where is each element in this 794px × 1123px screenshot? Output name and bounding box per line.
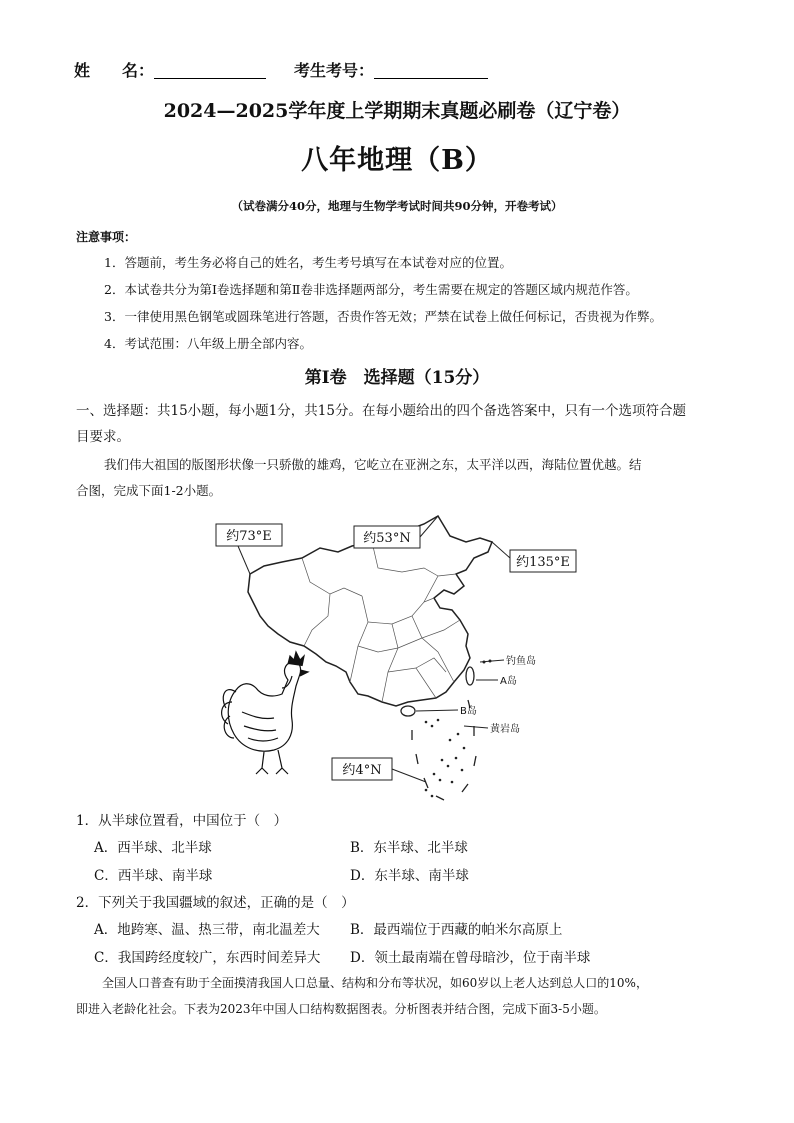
- intro-line: 一、选择题：共15小题，每小题1分，共15分。在每小题给出的四个备选答案中，只有一个选项符合题: [76, 403, 686, 419]
- option-a[interactable]: A．地跨寒、温、热三带，南北温差大: [94, 922, 320, 938]
- section-intro: [76, 398, 724, 450]
- passage-2: [76, 970, 724, 1022]
- option-c[interactable]: C．西半球、南半球: [94, 868, 213, 884]
- label-4n: 约4°N: [342, 763, 382, 778]
- exam-no-field[interactable]: [374, 60, 488, 79]
- name-field[interactable]: [154, 60, 266, 79]
- note-item: 4．考试范围：八年级上册全部内容。: [104, 336, 312, 351]
- south-sea-islands: [425, 719, 466, 798]
- section-title: 第Ⅰ卷 选择题（15分）: [304, 368, 490, 388]
- passage-line: 我们伟大祖国的版图形状像一只骄傲的雄鸡，它屹立在亚洲之东，太平洋以西，海陆位置优越。结: [104, 457, 642, 472]
- label-island-b: B岛: [460, 706, 477, 717]
- option-d[interactable]: D．东半球、南半球: [350, 868, 469, 884]
- label-island-a: A岛: [500, 676, 517, 687]
- option-c[interactable]: C．我国跨经度较广，东西时间差异大: [94, 950, 321, 966]
- passage-line: 即进入老龄化社会。下表为2023年中国人口结构数据图表。分析图表并结合图，完成下面3-5小题。: [76, 1002, 606, 1016]
- passage: [76, 452, 724, 504]
- label-135e: 约135°E: [516, 555, 570, 570]
- rooster-illustration: [222, 652, 308, 774]
- exam-no-label: 考生考号：: [294, 61, 375, 80]
- intro-line: 目要求。: [76, 429, 130, 445]
- china-map-figure: [212, 512, 592, 804]
- exam-title: 2024—2025学年度上学期期末真题必刷卷（辽宁卷）: [163, 100, 631, 122]
- island-a-shape: [466, 667, 474, 685]
- notes-title: 注意事项：: [76, 230, 137, 244]
- option-b[interactable]: B．最西端位于西藏的帕米尔高原上: [350, 922, 563, 938]
- passage-line: 合图，完成下面1-2小题。: [76, 483, 222, 498]
- label-73e: 约73°E: [226, 529, 272, 544]
- note-item: 3．一律使用黑色钢笔或圆珠笔进行答题，否贵作答无效；严禁在试卷上做任何标记，否贵视为作弊。: [104, 309, 662, 324]
- name-line: [74, 58, 488, 81]
- island-b-shape: [401, 706, 415, 716]
- exam-info: （试卷满分40分，地理与生物学考试时间共90分钟，开卷考试）: [231, 199, 563, 213]
- label-huangyan: 黄岩岛: [490, 724, 520, 735]
- label-53n: 约53°N: [363, 531, 411, 546]
- subject-title: 八年地理（B）: [301, 145, 493, 176]
- option-a[interactable]: A．西半球、北半球: [94, 840, 212, 856]
- name-label: 姓 名：: [74, 61, 155, 80]
- label-diaoyu: 钓鱼岛: [506, 656, 536, 667]
- question-stem: 1．从半球位置看，中国位于（ ）: [76, 813, 288, 829]
- option-d[interactable]: D．领土最南端在曾母暗沙，位于南半球: [350, 950, 591, 966]
- china-map: [212, 512, 592, 804]
- note-item: 1．答题前，考生务必将自己的姓名，考生考号填写在本试卷对应的位置。: [104, 255, 512, 270]
- note-item: 2．本试卷共分为第Ⅰ卷选择题和第Ⅱ卷非选择题两部分，考生需要在规定的答题区域内规范作答。: [104, 282, 638, 297]
- passage-line: 全国人口普查有助于全面摸清我国人口总量、结构和分布等状况，如60岁以上老人达到总人口的10%，: [102, 976, 648, 990]
- option-b[interactable]: B．东半球、北半球: [350, 840, 468, 856]
- question-stem: 2．下列关于我国疆域的叙述，正确的是（ ）: [76, 895, 355, 911]
